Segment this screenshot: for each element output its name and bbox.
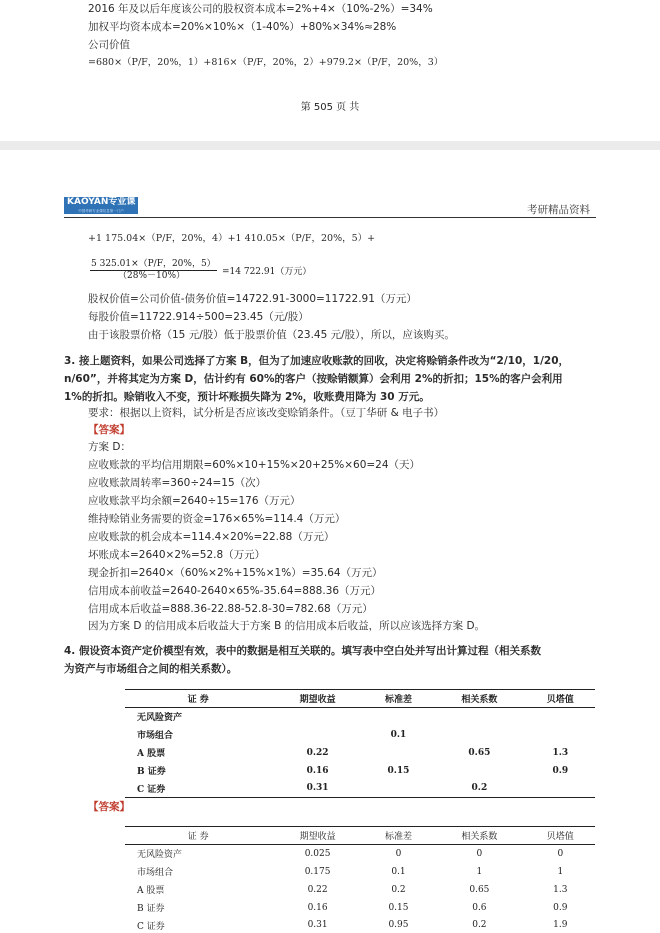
text-line: 2016 年及以后年度该公司的股权资本成本=2%+4×（10%-2%）=34% <box>88 3 433 15</box>
table-cell <box>526 708 595 726</box>
table-cell: 0.31 <box>307 920 328 931</box>
col-header: 期望收益 <box>271 827 363 845</box>
table-row <box>125 726 595 744</box>
question-3-line: n/60”，并将其定为方案 D，估计约有 60%的客户（按赊销额算）会利用 2%的折扣；15%的客户会利用 <box>64 373 563 385</box>
header-divider <box>64 217 596 218</box>
fraction-numerator: 5 325.01×（P/F，20%，5） <box>91 259 216 269</box>
page-footer: 第 505 页 共 <box>300 102 360 113</box>
answer-table <box>125 826 595 933</box>
table-cell: 0.175 <box>304 866 331 877</box>
table-cell: 1 <box>557 866 564 877</box>
text-line: 由于该股票价格（15 元/股）低于股票价值（23.45 元/股），所以，应该购买。 <box>88 329 455 341</box>
table-row <box>125 881 595 899</box>
table-cell: A 股票 <box>137 749 166 759</box>
document-page-505 <box>0 0 660 141</box>
fraction-denominator: （28%－10%） <box>118 271 186 281</box>
table-cell: 0.31 <box>306 783 329 794</box>
answer-line: 坏账成本=2640×2%=52.8（万元） <box>88 549 266 561</box>
table-cell: 市场组合 <box>137 731 174 741</box>
table-row <box>125 708 595 726</box>
col-header: 证 券 <box>125 690 271 708</box>
table-row <box>125 899 595 917</box>
answer-line: 应收账款周转率=360÷24=15（次） <box>88 477 267 489</box>
formula-line: =680×（P/F，20%，1）+816×（P/F，20%，2）+979.2×（P/F，20%，3） <box>88 57 444 68</box>
table-cell: 0.2 <box>391 884 406 895</box>
text-line: 每股价值=11722.914÷500=23.45（元/股） <box>88 311 309 323</box>
header-title: 考研精品资料 <box>527 204 590 216</box>
table-cell: 0.22 <box>306 747 329 758</box>
table-row <box>125 917 595 933</box>
table-cell: 0.025 <box>304 848 331 859</box>
col-header: 证 券 <box>125 827 271 845</box>
logo-text: KAOYAN专业课 <box>67 197 136 207</box>
question-4-line: 为资产与市场组合之间的相关系数）。 <box>64 663 238 675</box>
formula-continuation: +1 175.04×（P/F，20%，4）+1 410.05×（P/F，20%，5）+ <box>88 233 376 244</box>
table-cell: 0 <box>395 848 402 859</box>
table-cell: 0.15 <box>388 902 409 913</box>
table-cell: 0.1 <box>390 729 407 740</box>
question-table <box>125 689 595 798</box>
table-cell <box>364 744 433 762</box>
table-cell <box>433 762 525 780</box>
fraction-result: =14 722.91（万元） <box>222 267 312 277</box>
table-cell <box>364 708 433 726</box>
table-cell: C 证券 <box>137 921 165 932</box>
table-cell: 0.22 <box>307 884 328 895</box>
table-row <box>125 780 595 798</box>
col-header: 标准差 <box>364 690 433 708</box>
col-header: 贝塔值 <box>526 690 595 708</box>
answer-line: 应收账款的平均信用期限=60%×10+15%×20+25%×60=24（天） <box>88 459 421 471</box>
table-cell: 0.65 <box>469 884 490 895</box>
table-cell: 0.2 <box>472 920 487 931</box>
table-cell: 0.9 <box>552 765 569 776</box>
table-cell: 0 <box>476 848 483 859</box>
table-row <box>125 762 595 780</box>
table-cell: 无风险资产 <box>137 713 183 724</box>
col-header: 贝塔值 <box>526 827 595 845</box>
table-cell <box>433 726 525 744</box>
col-header: 相关系数 <box>433 690 525 708</box>
table-cell: 0.2 <box>471 783 488 794</box>
table-cell: C 证券 <box>137 784 166 795</box>
answer-line: 信用成本后收益=888.36-22.88-52.8-30=782.68（万元） <box>88 603 373 615</box>
col-header: 标准差 <box>364 827 433 845</box>
table-cell: B 证券 <box>137 904 165 914</box>
answer-line: 维持赊销业务需要的资金=176×65%=114.4（万元） <box>88 513 346 525</box>
answer-line: 应收账款平均余额=2640÷15=176（万元） <box>88 495 301 507</box>
table-cell: 0.65 <box>468 747 491 758</box>
table-cell: 0.16 <box>306 765 329 776</box>
table-cell: 市场组合 <box>137 868 174 878</box>
table-cell: 0.15 <box>387 765 410 776</box>
table-cell: 0.6 <box>472 902 487 913</box>
table-cell: 1.3 <box>553 884 568 895</box>
table-cell: 0.95 <box>388 920 409 931</box>
table-cell <box>271 708 363 726</box>
table-cell: 0.16 <box>307 902 328 913</box>
table-cell: 0.1 <box>391 866 406 877</box>
text-line: 公司价值 <box>88 39 130 51</box>
table-cell: 1 <box>476 866 483 877</box>
question-3-line: 1%的折扣。赊销收入不变，预计坏账损失降为 2%，收账费用降为 30 万元。 <box>64 391 430 403</box>
logo-subtitle: 中国考研专业课信息第一门户 <box>78 209 124 213</box>
table-row <box>125 863 595 881</box>
table-cell: 无风险资产 <box>137 850 183 861</box>
text-line: 股权价值=公司价值-债务价值=14722.91-3000=11722.91（万元） <box>88 293 417 305</box>
table-cell: B 证券 <box>137 767 166 777</box>
table-cell <box>433 708 525 726</box>
question-3-line: 3. 接上题资料，如果公司选择了方案 B，但为了加速应收账款的回收，决定将赊销条件改为“2/10，1/20， <box>64 355 570 367</box>
document-page <box>0 150 660 933</box>
text-line: 加权平均资本成本=20%×10%×（1-40%）+80%×34%≈28% <box>88 21 397 33</box>
answer-line: 因为方案 D 的信用成本后收益大于方案 B 的信用成本后收益，所以应该选择方案 D。 <box>88 620 486 632</box>
table-cell: 1.9 <box>553 920 568 931</box>
table-cell: 1.3 <box>552 747 569 758</box>
table-cell <box>526 726 595 744</box>
table-cell <box>526 780 595 798</box>
col-header: 期望收益 <box>271 690 363 708</box>
table-cell: A 股票 <box>137 886 165 896</box>
answer-line: 应收账款的机会成本=114.4×20%=22.88（万元） <box>88 531 335 543</box>
col-header: 相关系数 <box>433 827 525 845</box>
question-4-line: 4. 假设资本资产定价模型有效，表中的数据是相互关联的。填写表中空白处并写出计算过程（相关系数 <box>64 645 541 657</box>
answer-label: 【答案】 <box>88 424 130 436</box>
table-row <box>125 845 595 863</box>
kaoyan-logo <box>64 197 138 214</box>
table-cell: 0 <box>557 848 564 859</box>
answer-line: 信用成本前收益=2640-2640×65%-35.64=888.36（万元） <box>88 585 382 597</box>
table-row <box>125 744 595 762</box>
answer-line: 现金折扣=2640×（60%×2%+15%×1%）=35.64（万元） <box>88 567 383 579</box>
answer-line: 方案 D： <box>88 441 131 453</box>
answer-label: 【答案】 <box>88 801 130 813</box>
table-cell <box>271 726 363 744</box>
formula-fraction <box>90 259 217 282</box>
table-cell <box>364 780 433 798</box>
table-cell: 0.9 <box>553 902 568 913</box>
question-3-requirement: 要求：根据以上资料，试分析是否应该改变赊销条件。（豆丁华研 & 电子书） <box>88 407 445 419</box>
